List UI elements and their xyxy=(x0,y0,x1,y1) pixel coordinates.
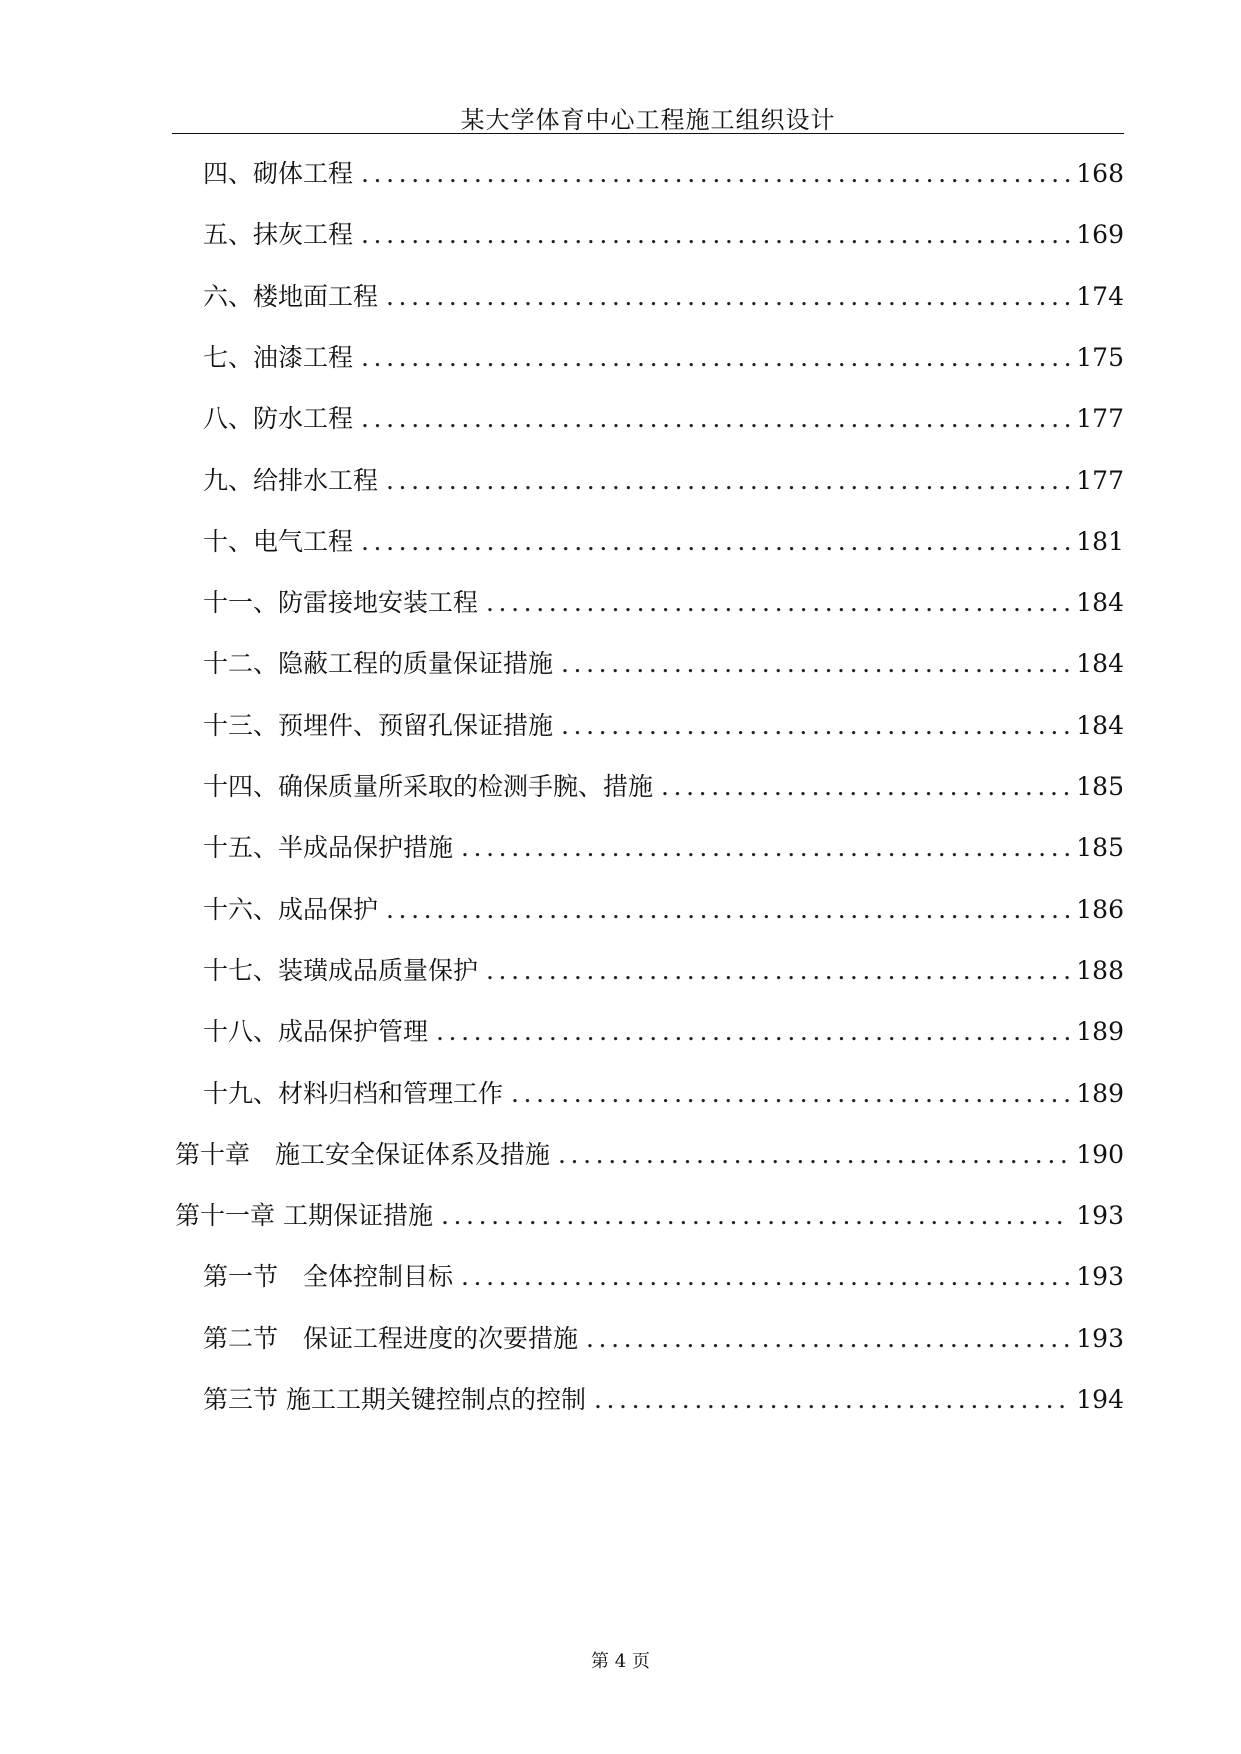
toc-dot-leader xyxy=(386,280,1070,314)
toc-entry[interactable] xyxy=(203,1383,1124,1417)
toc-entry-title: 第十一章 工期保证措施 xyxy=(175,1201,433,1231)
toc-entry-page: 186 xyxy=(1076,894,1124,924)
toc-entry-title: 四、砌体工程 xyxy=(203,159,354,188)
toc-entry-page: 177 xyxy=(1076,404,1124,434)
toc-dot-leader xyxy=(661,770,1070,804)
toc-entry[interactable] xyxy=(203,709,1124,743)
toc-entry-title: 十九、材料归档和管理工作 xyxy=(203,1078,504,1108)
toc-entry-page: 194 xyxy=(1076,1385,1124,1414)
toc-dot-leader xyxy=(461,831,1070,865)
toc-dot-leader xyxy=(586,1322,1070,1356)
toc-entry[interactable] xyxy=(203,831,1124,865)
toc-entry-title: 八、防水工程 xyxy=(203,404,354,434)
toc-entry-page: 169 xyxy=(1076,220,1124,250)
toc-entry[interactable] xyxy=(203,157,1124,191)
toc-dot-leader xyxy=(436,1015,1070,1049)
toc-entry-page: 184 xyxy=(1076,588,1124,618)
toc-dot-leader xyxy=(511,1077,1070,1111)
toc-entry-page: 189 xyxy=(1076,1017,1124,1047)
toc-entry-title: 第三节 施工工期关键控制点的控制 xyxy=(203,1385,586,1414)
toc-entry-title: 十六、成品保护 xyxy=(203,894,379,924)
toc-entry[interactable] xyxy=(203,586,1124,620)
toc-entry[interactable] xyxy=(203,280,1124,314)
toc-dot-leader xyxy=(361,341,1070,375)
toc-entry-title: 十八、成品保护管理 xyxy=(203,1017,429,1047)
toc-entry[interactable] xyxy=(203,893,1124,927)
toc-entry[interactable] xyxy=(203,1077,1124,1111)
toc-entry-page: 175 xyxy=(1076,342,1124,372)
toc-dot-leader xyxy=(486,586,1070,620)
toc-entry-title: 五、抹灰工程 xyxy=(203,220,354,250)
toc-entry-title: 十、电气工程 xyxy=(203,526,354,556)
toc-dot-leader xyxy=(361,402,1070,436)
toc-entry-page: 168 xyxy=(1076,159,1124,188)
toc-entry[interactable] xyxy=(203,402,1124,436)
page-header-title: 某大学体育中心工程施工组织设计 xyxy=(460,106,836,134)
toc-entry[interactable] xyxy=(203,525,1124,559)
toc-entry-title: 十五、半成品保护措施 xyxy=(203,833,454,863)
toc-entry-page: 184 xyxy=(1076,649,1124,679)
toc-entry-title: 九、给排水工程 xyxy=(203,465,379,495)
toc-entry-page: 174 xyxy=(1076,281,1124,311)
toc-entry-page: 185 xyxy=(1076,833,1124,863)
toc-entry-title: 十四、确保质量所采取的检测手腕、措施 xyxy=(203,772,654,801)
toc-dot-leader xyxy=(386,464,1070,498)
toc-dot-leader xyxy=(361,157,1070,191)
toc-entry-title: 第一节 全体控制目标 xyxy=(203,1262,454,1292)
toc-entry-title: 十七、装璜成品质量保护 xyxy=(203,955,479,985)
toc-entry-page: 184 xyxy=(1076,710,1124,740)
toc-entry-title: 六、楼地面工程 xyxy=(203,281,379,311)
toc-entry[interactable] xyxy=(203,464,1124,498)
toc-entry-title: 第十章 施工安全保证体系及措施 xyxy=(175,1139,551,1169)
toc-entry-page: 193 xyxy=(1076,1201,1124,1231)
toc-entry[interactable] xyxy=(203,647,1124,681)
toc-entry[interactable] xyxy=(203,954,1124,988)
toc-dot-leader xyxy=(441,1199,1070,1233)
toc-entry-title: 十一、防雷接地安装工程 xyxy=(203,588,479,618)
toc-entry-page: 189 xyxy=(1076,1078,1124,1108)
toc-entry-page: 177 xyxy=(1076,465,1124,495)
toc-dot-leader xyxy=(386,893,1070,927)
toc-entry[interactable] xyxy=(203,341,1124,375)
toc-entry[interactable] xyxy=(203,218,1124,252)
toc-entry-title: 十三、预埋件、预留孔保证措施 xyxy=(203,710,554,740)
toc-entry[interactable] xyxy=(175,1199,1124,1233)
toc-entry-page: 185 xyxy=(1076,772,1124,801)
toc-entry[interactable] xyxy=(203,1015,1124,1049)
toc-entry[interactable] xyxy=(203,770,1124,804)
toc-dot-leader xyxy=(486,954,1070,988)
toc-dot-leader xyxy=(561,709,1070,743)
toc-dot-leader xyxy=(361,218,1070,252)
toc-dot-leader xyxy=(461,1260,1070,1294)
toc-entry-page: 190 xyxy=(1076,1139,1124,1169)
toc-entry[interactable] xyxy=(203,1322,1124,1356)
toc-entry-title: 七、油漆工程 xyxy=(203,342,354,372)
toc-entry[interactable] xyxy=(203,1260,1124,1294)
toc-entry-title: 第二节 保证工程进度的次要措施 xyxy=(203,1323,579,1353)
toc-entry-page: 193 xyxy=(1076,1262,1124,1292)
toc-entry-title: 十二、隐蔽工程的质量保证措施 xyxy=(203,649,554,679)
toc-entry-page: 181 xyxy=(1076,526,1124,556)
toc-dot-leader xyxy=(558,1138,1070,1172)
toc-dot-leader xyxy=(561,647,1070,681)
toc-dot-leader xyxy=(594,1383,1070,1417)
toc-dot-leader xyxy=(361,525,1070,559)
toc-entry-page: 193 xyxy=(1076,1323,1124,1353)
page-footer-number: 第 4 页 xyxy=(591,1651,650,1672)
toc-entry-page: 188 xyxy=(1076,955,1124,985)
toc-entry[interactable] xyxy=(175,1138,1124,1172)
